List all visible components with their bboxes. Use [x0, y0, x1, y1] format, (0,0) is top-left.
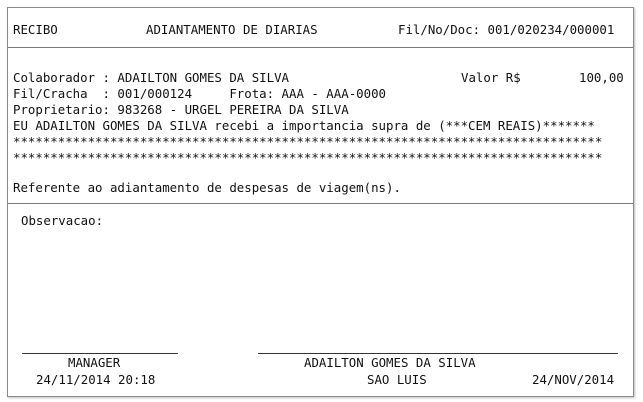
- collaborator-line: Colaborador : ADAILTON GOMES DA SILVA: [13, 70, 290, 85]
- value-label: Valor R$: [461, 70, 521, 85]
- right-signer-name: ADAILTON GOMES DA SILVA: [304, 355, 476, 370]
- value-amount: 100,00: [579, 70, 624, 85]
- receipt-document: [7, 7, 634, 397]
- receipt-statement: EU ADAILTON GOMES DA SILVA recebi a importancia supra de (***CEM REAIS)*******: [13, 118, 595, 133]
- branch-badge-line: Fil/Cracha : 001/000124 Frota: AAA - AAA-0000: [13, 86, 386, 101]
- right-signature-line: [258, 353, 618, 354]
- receipt-title: RECIBO: [13, 22, 58, 37]
- signature-date: 24/NOV/2014: [532, 372, 615, 387]
- asterisk-filler-line: *******************************************************************************: [13, 150, 603, 165]
- reference-line: Referente ao adiantamento de despesas de viagem(ns).: [13, 180, 401, 195]
- owner-line: Proprietario: 983268 - URGEL PEREIRA DA SILVA: [13, 102, 349, 117]
- observation-divider: [8, 203, 633, 204]
- observation-label: Observacao:: [21, 213, 104, 228]
- receipt-subtitle: ADIANTAMENTO DE DIARIAS: [146, 22, 318, 37]
- left-signature-datetime: 24/11/2014 20:18: [36, 372, 156, 387]
- left-signature-line: [22, 353, 178, 354]
- header-divider: [8, 47, 633, 48]
- left-signer-name: MANAGER: [68, 355, 121, 370]
- signature-city: SAO LUIS: [367, 372, 427, 387]
- document-reference: Fil/No/Doc: 001/020234/000001: [398, 22, 615, 37]
- asterisk-filler-line: *******************************************************************************: [13, 134, 603, 149]
